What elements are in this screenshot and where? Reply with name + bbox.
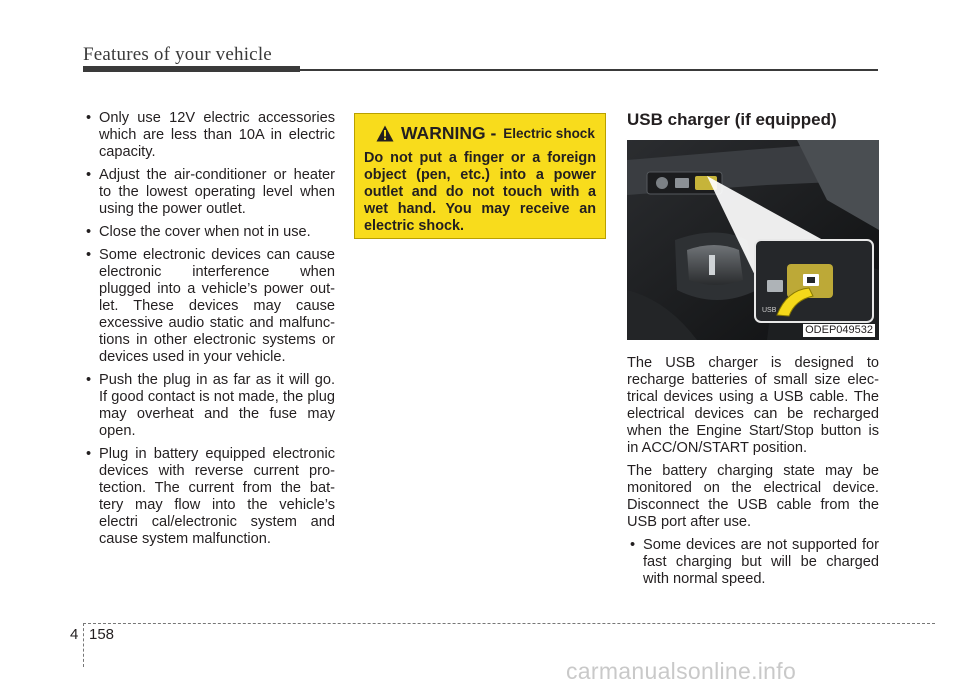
warning-box [354, 113, 606, 239]
watermark: carmanualsonline.info [566, 658, 797, 684]
usb-bullet-list [627, 537, 879, 588]
list-item: • Plug in battery equipped electronic devices with reverse current pro-tection. The current from the bat-tery may flow into the vehicle’s electri cal/electronic system and cause system malfunction. [83, 446, 335, 548]
header-rule-accent [83, 66, 300, 72]
list-item: • Only use 12V electric accessories which are less than 10A in electric capacity. [83, 110, 335, 161]
section-title: USB charger (if equipped) [627, 110, 837, 129]
usb-port-label: USB [762, 307, 777, 314]
usb-paragraph-2: The battery charging state may be monitored on the electrical device. Disconnect the USB cable from the USB port after use. [627, 463, 879, 530]
list-item: • Close the cover when not in use. [83, 224, 335, 241]
warning-title: WARNING - [401, 123, 497, 143]
usb-description [627, 355, 879, 588]
list-item: • Some devices are not supported for fast charging but will be charged with normal speed. [627, 537, 879, 588]
list-item: • Adjust the air-conditioner or heater to the lowest operating level when using the power outlet. [83, 167, 335, 218]
photo-code: ODEP049532 [805, 324, 873, 336]
warning-triangle-icon [376, 125, 394, 142]
chapter-number: 4 [70, 626, 79, 643]
left-column [83, 110, 335, 554]
warning-body: Do not put a finger or a foreign object (pen, etc.) into a power outlet and do not touch with a wet hand. You may receive an electric shock. [364, 150, 596, 234]
console-illustration [627, 140, 879, 340]
header-rule [83, 69, 878, 71]
warning-subtitle: Electric shock [503, 126, 595, 141]
right-column [627, 110, 879, 588]
footer-divider [83, 623, 84, 667]
footer-rule [83, 623, 935, 624]
usb-charger-photo [627, 140, 879, 340]
page-header-title: Features of your vehicle [83, 44, 272, 65]
page-number: 158 [89, 626, 115, 643]
list-item: • Some electronic devices can cause electronic interference when plugged into a vehicle’s power out-let. These devices may cause excessive audio static and malfunc-tions in other electronic systems or devices used in your vehicle. [83, 247, 335, 366]
left-bullet-list [83, 110, 335, 548]
usb-paragraph-1: The USB charger is designed to recharge batteries of small size elec-trical devices using a USB cable. The electrical devices can be recharged when the Engine Start/Stop button is in ACC/ON/START position. [627, 355, 879, 456]
warning-header [376, 123, 596, 144]
list-item: • Push the plug in as far as it will go. If good contact is not made, the plug may overheat and the fuse may open. [83, 372, 335, 440]
